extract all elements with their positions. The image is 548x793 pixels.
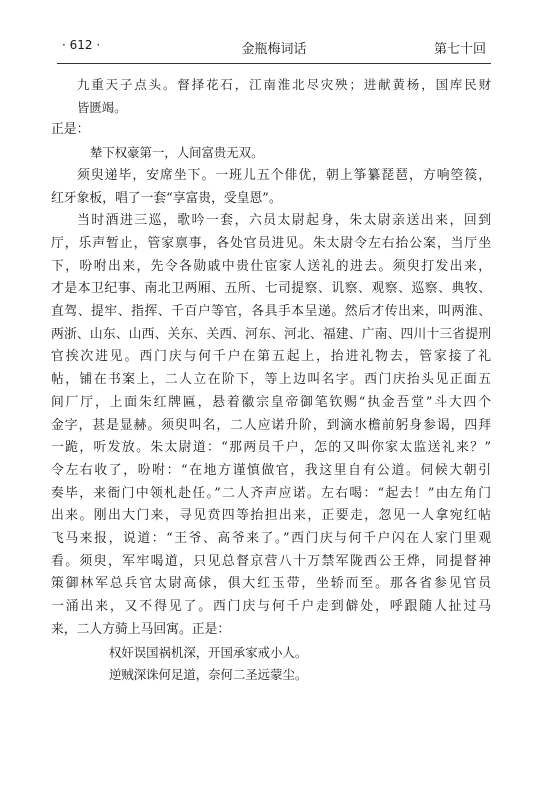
- text-line: 帖，铺在书案上，二人立在阶下，等上边叫名字。西门庆抬头见正面五: [51, 372, 491, 388]
- text-line: 两浙、山东、山西、关东、关西、河东、河北、福建、广南、四川十三省提刑: [51, 326, 491, 342]
- text-line: 正是：: [51, 122, 90, 138]
- text-line: 奏毕，来衙门中领札赴任。”二人齐声应诺。左右喝：“起去！”由左角门: [51, 485, 491, 501]
- text-line: 厅，乐声暂止，管家禀事，各处官员进见。朱太尉令左右抬公案，当厅坐: [51, 235, 491, 251]
- verse-line: 九重天子点头。督择花石，江南淮北尽灾殃；进献黄杨，国库民财: [77, 77, 491, 92]
- page-header: [0, 36, 548, 58]
- body-text: [51, 74, 491, 687]
- text-line: 令左右收了，吩咐：“在地方谨慎做官，我这里自有公道。伺候大朝引: [51, 462, 491, 478]
- text-line: 金字，甚是显赫。须臾叫名，二人应诺升阶，到滴水檐前躬身参谒，四拜: [51, 417, 491, 433]
- verse-line: 逆贼深诛何足道，奈何二圣远蒙尘。: [109, 667, 308, 683]
- verse-line: 皆匮竭。: [77, 99, 127, 115]
- book-title: 金瓶梅词话: [241, 42, 307, 57]
- text-line: 红牙象板，唱了一套“享富贵，受皇恩”。: [51, 190, 282, 206]
- text-line: 出来。刚出大门来，寻见贲四等抬担出来，正要走，忽见一人拿宛红帖: [51, 508, 491, 524]
- verse-line: 辇下权豪第一，人间富贵无双。: [90, 145, 264, 161]
- text-line: 当时酒进三巡，歌吟一套，六员太尉起身，朱太尉亲送出来，回到: [77, 213, 491, 229]
- text-line: 直驾、提牢、指挥、千百户等官，各具手本呈递。然后才传出来，叫两淮、: [51, 304, 491, 320]
- header-rule: [57, 63, 491, 64]
- text-line: 间厂厅，上面朱红牌匾，悬着徽宗皇帝御笔钦赐“执金吾堂”斗大四个: [51, 394, 491, 410]
- chapter-title: 第七十回: [433, 42, 486, 57]
- text-line: 须臾递毕，安席坐下。一班儿五个俳优，朝上筝纂琵琶，方响箜篌，: [77, 167, 491, 183]
- text-line: 官挨次进见。西门庆与何千户在第五起上，抬进礼物去，管家接了礼: [51, 349, 491, 365]
- text-line: 看。须臾，军牢喝道，只见总督京营八十万禁军陇西公王烨，同提督神: [51, 553, 491, 569]
- text-line: 一跪，听发放。朱太尉道：“那两员千户，怎的又叫你家太监送礼来？”: [51, 440, 491, 456]
- page-number: · 612 ·: [62, 38, 101, 52]
- text-line: 飞马来报，说道：“王爷、高爷来了。”西门庆与何千户闪在人家门里观: [51, 531, 491, 547]
- text-line: 策御林军总兵官太尉高俅，俱大红玉带，坐轿而至。那各省参见官员: [51, 576, 491, 592]
- text-line: 来，二人方骑上马回寓。正是：: [51, 621, 231, 637]
- text-line: 一涌出来，又不得见了。西门庆与何千户走到僻处，呼跟随人扯过马: [51, 599, 491, 615]
- text-line: 下，吩咐出来，先令各勋戚中贵仕宦家人送礼的进去。须臾打发出来，: [51, 258, 491, 274]
- text-line: 才是本卫纪事、南北卫两厢、五所、七司提察、讥察、观察、巡察、典牧、: [51, 281, 491, 297]
- verse-line: 权奸误国祸机深，开国承家戒小人。: [109, 644, 308, 660]
